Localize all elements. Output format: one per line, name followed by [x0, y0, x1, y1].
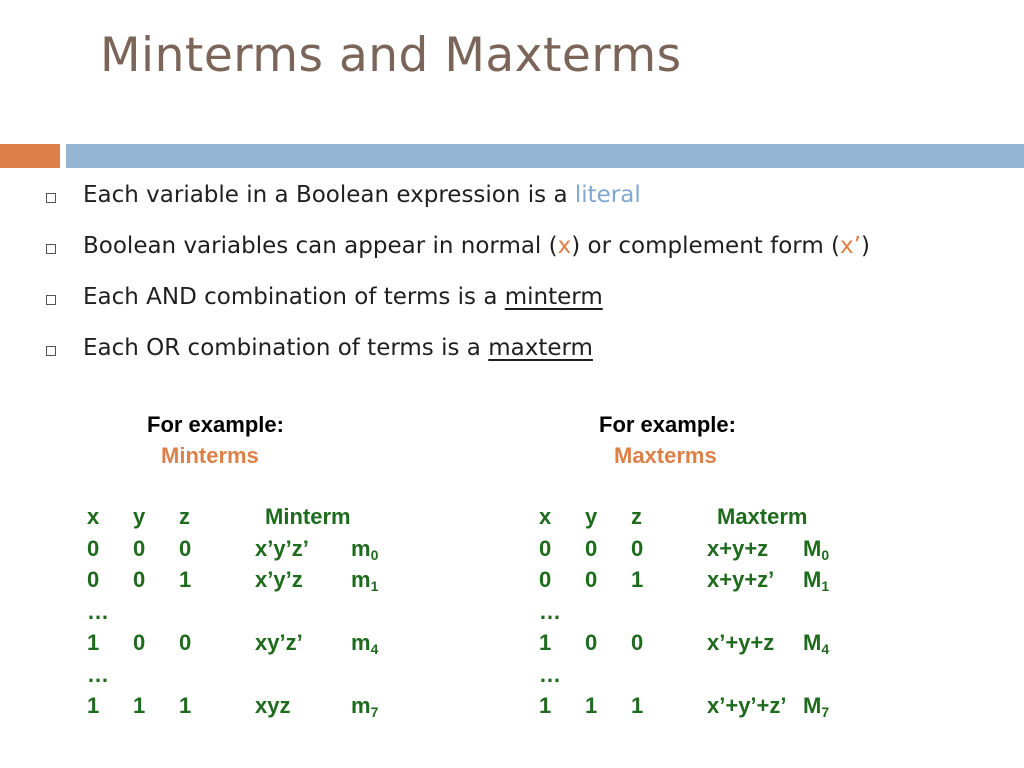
maxterm-underlined: maxterm — [488, 335, 593, 361]
bullet-text: Each variable in a Boolean expression is a — [83, 182, 575, 208]
z-value: 0 — [179, 630, 192, 655]
example-subheading: Maxterms — [614, 443, 717, 468]
bullet-item — [46, 282, 1021, 333]
accent-bar-blue — [66, 144, 1024, 168]
term-index: 7 — [370, 704, 379, 720]
term-symbol: $m_4$ — [351, 630, 379, 657]
term-expression: xy’z’ — [255, 630, 303, 655]
term-index: 1 — [370, 578, 379, 594]
column-header: Minterm — [265, 504, 351, 529]
column-header: Maxterm — [717, 504, 808, 529]
y-value: 0 — [585, 567, 598, 592]
ellipsis-row: … — [87, 598, 109, 624]
ellipsis-row: … — [539, 661, 561, 687]
square-bullet-icon — [46, 193, 56, 203]
bullet-list — [46, 180, 1021, 384]
term-expression: x’+y+z — [707, 630, 775, 655]
z-value: 1 — [631, 693, 644, 718]
square-bullet-icon — [46, 295, 56, 305]
x-value: 1 — [539, 693, 552, 718]
term-index: 1 — [821, 578, 830, 594]
z-value: 1 — [179, 693, 192, 718]
literal-highlight: literal — [574, 182, 641, 208]
term-symbol: $M_1$ — [803, 567, 830, 594]
bullet-item — [46, 180, 1021, 231]
x-value: 1 — [539, 630, 552, 655]
y-value: 0 — [133, 535, 146, 561]
x-value: 0 — [87, 567, 100, 592]
bullet-text: Boolean variables can appear in normal ( — [83, 233, 558, 259]
y-value: 0 — [585, 535, 598, 561]
x-value: 0 — [539, 567, 552, 592]
term-symbol: $m_7$ — [351, 693, 379, 720]
z-value: 0 — [179, 535, 192, 561]
x-value: 1 — [87, 630, 100, 655]
slide-title: Minterms and Maxterms — [100, 28, 682, 83]
example-heading: For example: — [147, 412, 284, 437]
term-expression: xyz — [255, 693, 291, 718]
example-subheading: Minterms — [161, 443, 259, 468]
term-symbol: $M_4$ — [803, 630, 830, 657]
term-symbol: $m_0$ — [351, 535, 379, 563]
normal-form-x: x — [557, 233, 572, 259]
bullet-item — [46, 231, 1021, 282]
column-header: x — [539, 504, 552, 529]
column-header: y — [585, 504, 598, 529]
bullet-text: Each OR combination of terms is a — [83, 335, 489, 361]
example-heading: For example: — [599, 412, 736, 437]
term-expression: x’y’z’ — [255, 535, 309, 561]
z-value: 1 — [631, 567, 644, 592]
z-value: 0 — [631, 630, 644, 655]
term-symbol: $M_0$ — [803, 535, 830, 563]
column-header: z — [179, 504, 190, 529]
y-value: 1 — [133, 693, 146, 718]
y-value: 1 — [585, 693, 598, 718]
term-index: 0 — [370, 546, 379, 563]
ellipsis-row: … — [87, 661, 109, 687]
term-index: 4 — [821, 641, 830, 657]
term-index: 4 — [370, 641, 379, 657]
complement-form-x: x’ — [840, 233, 861, 259]
term-index: 7 — [821, 704, 830, 720]
bullet-item — [46, 333, 1021, 384]
bullet-text: ) — [860, 233, 870, 259]
term-expression: x’+y’+z’ — [707, 693, 787, 718]
term-index: 0 — [821, 546, 830, 563]
accent-bar-orange — [0, 144, 60, 168]
bullet-text: ) or complement form ( — [571, 233, 841, 259]
y-value: 0 — [133, 630, 146, 655]
square-bullet-icon — [46, 346, 56, 356]
column-header: z — [631, 504, 642, 529]
y-value: 0 — [585, 630, 598, 655]
term-expression: x’y’z — [255, 567, 303, 592]
term-symbol: $M_7$ — [803, 693, 830, 720]
x-value: 1 — [87, 693, 100, 718]
y-value: 0 — [133, 567, 146, 592]
ellipsis-row: … — [539, 598, 561, 624]
x-value: 0 — [539, 535, 552, 561]
x-value: 0 — [87, 535, 100, 561]
z-value: 1 — [179, 567, 192, 592]
column-header: x — [87, 504, 100, 529]
term-expression: x+y+z — [707, 535, 769, 561]
square-bullet-icon — [46, 244, 56, 254]
term-symbol: $m_1$ — [351, 567, 379, 594]
term-expression: x+y+z’ — [707, 567, 775, 592]
column-header: y — [133, 504, 146, 529]
minterm-underlined: minterm — [504, 284, 603, 310]
bullet-text: Each AND combination of terms is a — [83, 284, 505, 310]
z-value: 0 — [631, 535, 644, 561]
